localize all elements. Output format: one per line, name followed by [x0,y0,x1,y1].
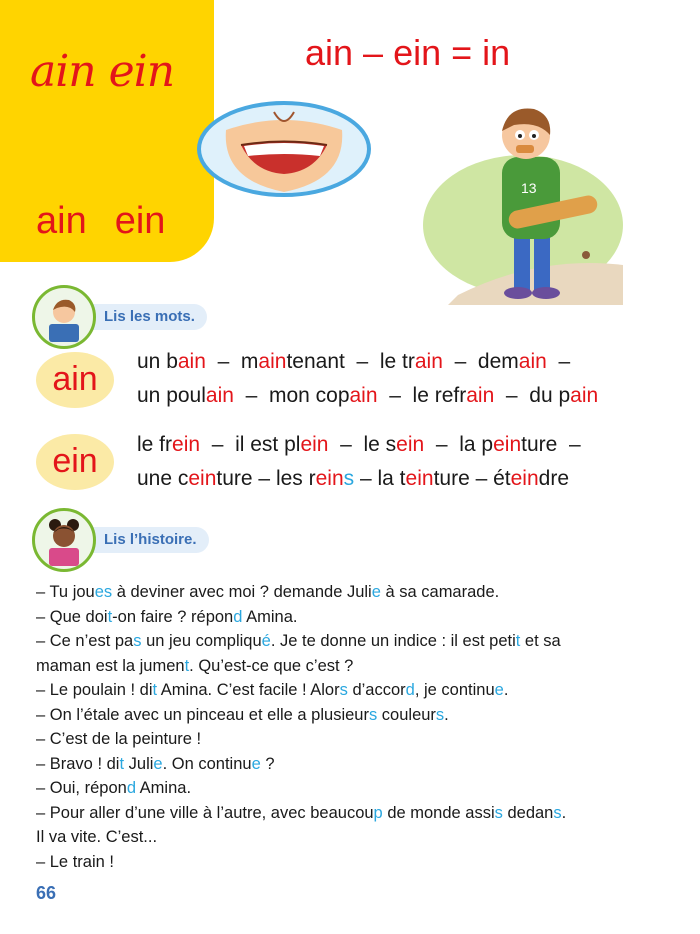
text-segment: . [561,803,567,822]
read-words-label: Lis les mots. [88,304,207,330]
text-segment: – [546,350,571,373]
silent-letter: p [373,803,383,822]
text-segment: Amina. [242,607,298,626]
text-segment: dre [538,467,570,490]
story-line [36,752,676,777]
text-segment: – mon cop [233,384,350,407]
story-line [36,801,676,826]
sound-highlight: ein [493,433,522,456]
text-segment: ture – les r [216,467,316,490]
silent-letter: d [405,681,415,699]
sound-highlight: ain [205,384,234,407]
story-line [36,703,676,728]
text-segment: – du p [494,384,571,407]
silent-letter: s [494,803,503,822]
text-segment: , je continu [414,681,495,699]
story-line [36,654,676,679]
cursive-sound-label: ain ein [30,46,175,97]
text-segment: – la t [354,467,406,490]
avatar-girl-reading [32,508,96,572]
text-segment: un b [137,350,178,373]
text-segment: – la p [424,433,494,456]
silent-letter: e [153,754,163,773]
text-segment: un poul [137,384,206,407]
text-segment: ? [260,754,275,773]
silent-letter: s [133,632,142,650]
text-segment: couleur [377,705,436,724]
text-segment: – le s [328,433,397,456]
page-title: ain – ein = in [305,32,511,73]
word-list-ein [137,428,581,496]
instruction-read-words [32,285,207,349]
text-segment: -on faire ? répon [112,607,234,626]
text-segment: – le refr [377,384,467,407]
sound-highlight: ein [405,467,434,490]
sound-highlight: ain [177,350,206,373]
silent-letter: s [339,681,348,699]
text-segment: – Le train ! [36,852,114,871]
silent-letter: s [553,803,562,822]
text-segment: – Bravo ! di [36,754,120,773]
text-segment: ture – [521,433,581,456]
boy-with-baguette-illustration [418,95,623,305]
text-segment: à sa camarade. [380,583,500,601]
text-segment: – On l’étale avec un pinceau et elle a plusieur [36,705,369,724]
text-segment: un jeu compliqu [141,632,262,650]
text-segment: . [503,681,509,699]
print-sound-labels [36,200,193,243]
silent-letter: d [233,607,243,626]
read-story-label: Lis l’histoire. [88,527,209,553]
text-segment: à deviner avec moi ? demande Juli [112,583,372,601]
story-line [36,850,676,875]
sound-highlight: ain [258,350,287,373]
sound-highlight: ein [300,433,329,456]
text-segment: . Je te donne un indice : il est peti [270,632,516,650]
word-line-ain-2 [137,379,598,413]
text-segment: d’accor [347,681,406,699]
sound-badge-ain: ain [36,352,114,408]
sound-highlight: ein [315,467,344,490]
text-segment: Amina. C’est facile ! Alor [157,681,340,699]
silent-letter: e [371,583,381,601]
text-segment: – m [205,350,259,373]
story-line [36,825,676,850]
text-segment: et sa [520,632,561,650]
text-segment: Il va vite. C’est... [36,828,158,846]
silent-letter: e [251,754,261,773]
story-line [36,776,676,801]
silent-letter: s [368,705,378,724]
silent-letter: s [435,705,445,724]
text-segment: – Le poulain ! di [36,681,153,699]
story-line [36,727,676,752]
sound-highlight: ain [518,350,547,373]
text-segment: dedan [502,803,554,822]
instruction-read-story [32,508,209,572]
text-segment: . On continu [162,754,252,773]
text-segment: maman est la jumen [36,656,185,675]
silent-letter: e [494,681,504,699]
silent-letter: t [107,607,113,626]
word-line-ein-1 [137,428,581,462]
sound-highlight: ein [396,433,425,456]
text-segment: le fr [137,433,173,456]
sound-highlight: ain [466,384,495,407]
page-number: 66 [36,883,57,903]
word-line-ein-2 [137,462,581,496]
story-line [36,629,676,654]
silent-letter: t [515,632,521,650]
story-line [36,678,676,703]
text-segment: – Tu jou [36,583,95,601]
text-segment: de monde assi [382,803,495,822]
silent-letter: t [184,656,190,675]
story-line [36,605,676,630]
word-line-ain-1 [137,345,598,379]
print-sound-ein: ein [114,200,166,242]
text-segment: ture – ét [433,467,511,490]
word-list-ain [137,345,598,413]
text-segment: tenant – le tr [286,350,415,373]
smiling-mouth-illustration [196,100,372,198]
silent-letter: d [126,779,136,797]
sound-highlight: ein [510,467,539,490]
story-text [36,580,676,874]
avatar-boy-reading [32,285,96,349]
sound-highlight: ain [414,350,443,373]
text-segment: . Qu’est-ce que c’est ? [189,656,354,675]
text-segment: – C’est de la peinture ! [36,730,202,748]
silent-letter: es [94,583,113,601]
text-segment: – dem [442,350,519,373]
sound-badge-ein: ein [36,434,114,490]
print-sound-ain: ain [36,200,87,242]
text-segment: – Pour aller d’une ville à l’autre, avec beaucou [36,803,374,822]
silent-letter: t [152,681,158,699]
text-segment: Juli [124,754,154,773]
text-segment: – Que doi [36,607,108,626]
sound-highlight: ein [172,433,201,456]
text-segment: – Oui, répon [36,779,127,797]
sound-highlight: ein [188,467,217,490]
silent-letter: s [343,467,355,490]
svg-text:13: 13 [521,180,537,196]
text-segment: – il est pl [200,433,301,456]
sound-highlight: ain [349,384,378,407]
story-line [36,580,676,605]
text-segment: . [444,705,449,724]
sound-highlight: ain [570,384,599,407]
silent-letter: é [261,632,271,650]
text-segment: – Ce n’est pa [36,632,134,650]
silent-letter: t [119,754,125,773]
text-segment: Amina. [136,779,192,797]
text-segment: une c [137,467,189,490]
